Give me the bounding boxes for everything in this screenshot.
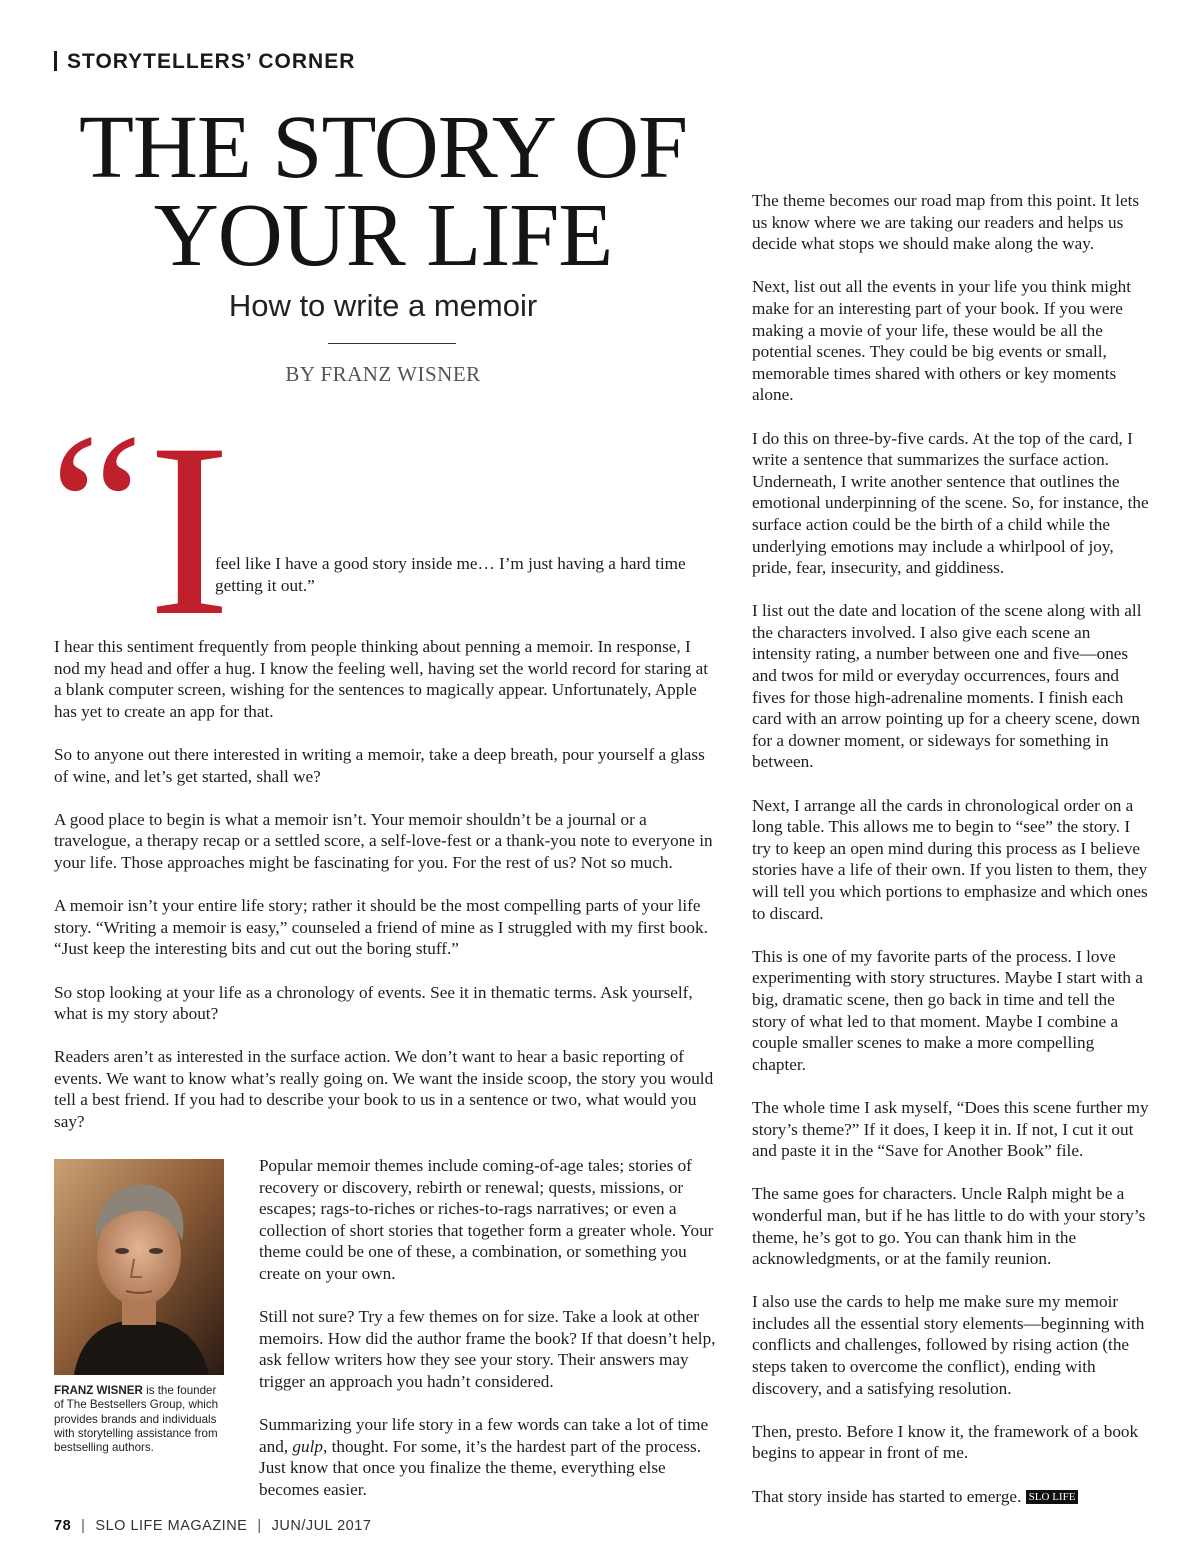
- author-photo: [54, 1159, 224, 1375]
- caption-name: FRANZ WISNER: [54, 1384, 143, 1397]
- paragraph: I hear this sentiment frequently from people thinking about penning a memoir. In response, I nod my head and offer a hug. I know the feeling well, having set the world record for staring at a blank computer screen, wishing for the sentences to magically appear. Unfortunately, Apple has yet to create an app for that.: [54, 637, 709, 721]
- main-column: [54, 636, 718, 1154]
- caption-text: is the founder of The Bestsellers Group, which provides brands and individuals with storytelling assistance from bestselling authors.: [54, 1384, 219, 1455]
- title-line-2: YOUR LIFE: [153, 186, 613, 285]
- final-paragraph: [752, 1486, 1152, 1508]
- final-line: That story inside has started to emerge.: [752, 1486, 1026, 1506]
- paragraph: Readers aren’t as interested in the surface action. We don’t want to hear a basic reporting of events. We want to know what’s really going on. We want the inside scoop, the story you would tell a best friend. If you had to describe your book to us in a sentence or two, what would you say?: [54, 1047, 714, 1132]
- inset-column: [259, 1155, 719, 1522]
- text-run: Summarizing your life story in a few words can take a lot of time and,: [259, 1415, 709, 1456]
- drop-cap: I: [148, 392, 231, 667]
- author-caption: [54, 1384, 229, 1455]
- paragraph: This is one of my favorite parts of the process. I love experimenting with story structures. Maybe I start with a big, dramatic scene, then go back in time and tell the story of what led to that moment. Maybe I combine a couple smaller scenes to make a more compelling chapter.: [752, 946, 1143, 1074]
- paragraph: I also use the cards to help me make sure my memoir includes all the essential story elements—beginning with conflicts and challenges, followed by rising action (the steps taken to overcome the conflict), ending with discovery, and a satisfying resolution.: [752, 1292, 1145, 1398]
- author-portrait-image: [54, 1159, 224, 1375]
- paragraph: So to anyone out there interested in writing a memoir, take a deep breath, pour yourself a glass of wine, and let’s get started, shall we?: [54, 744, 705, 786]
- footer-separator: |: [257, 1518, 262, 1534]
- paragraph: Next, list out all the events in your life you think might make for an interesting part of your book. If you were making a movie of your life, these would be all the potential scenes. They could be big events or small, memorable times shared with others or key moments alone.: [752, 277, 1132, 405]
- title-divider: [328, 343, 456, 344]
- section-bar: [54, 51, 57, 71]
- opening-quote: feel like I have a good story inside me… I’m just having a hard time getting it out.”: [215, 554, 686, 595]
- magazine-name: SLO LIFE MAGAZINE: [95, 1518, 248, 1534]
- paragraph: The whole time I ask myself, “Does this scene further my story’s theme?” If it does, I keep it in. If not, I cut it out and paste it in the “Save for Another Book” file.: [752, 1097, 1149, 1161]
- text-run: , thought. For some, it’s the hardest part of the process. Just know that once you finalize the theme, everything else becomes easier.: [259, 1436, 702, 1499]
- end-mark-logo: SLO LIFE: [1026, 1490, 1079, 1504]
- paragraph: Still not sure? Try a few themes on for size. Take a look at other memoirs. How did the author frame the book? If that doesn’t help, ask fellow writers how they see your story. Their answers may trigger an approach you hadn’t considered.: [259, 1307, 716, 1391]
- byline: BY FRANZ WISNER: [285, 362, 481, 386]
- emphasis-text: gulp: [292, 1436, 323, 1456]
- right-column: [752, 190, 1152, 1529]
- section-title: STORYTELLERS’ CORNER: [67, 50, 356, 73]
- paragraph: [259, 1414, 719, 1500]
- footer-separator: |: [81, 1518, 86, 1534]
- paragraph: A good place to begin is what a memoir isn’t. Your memoir shouldn’t be a journal or a travelogue, a therapy recap or a settled score, a self-love-fest or a thank-you note to everyone in your life. Those approaches might be fascinating for you. For the rest of us? Not so much.: [54, 809, 713, 872]
- paragraph: I list out the date and location of the scene along with all the characters involved. I also give each scene an intensity rating, a number between one and five—ones and twos for mild or everyday occurrences, fours and fives for those high-adrenaline moments. I finish each card with an arrow pointing up for a cheery scene, down for a downer moment, or sideways for something in between.: [752, 601, 1142, 772]
- paragraph: The same goes for characters. Uncle Ralph might be a wonderful man, but if he has little to do with your story’s theme, he’s got to go. You can thank him in the acknowledgments, or at the family reunion.: [752, 1184, 1146, 1269]
- paragraph: I do this on three-by-five cards. At the top of the card, I write a sentence that summarizes the surface action. Underneath, I write another sentence that outlines the emotional underpinning of the scene. So, for instance, the surface action could be the birth of a child while the underlying emotions may include a whirlpool of joy, pride, fear, insecurity, and giddiness.: [752, 428, 1149, 578]
- paragraph: Then, presto. Before I know it, the framework of a book begins to appear in front of me.: [752, 1421, 1139, 1463]
- page-footer: [54, 1518, 371, 1534]
- article-subtitle: How to write a memoir: [228, 288, 538, 323]
- paragraph: Popular memoir themes include coming-of-age tales; stories of recovery or discovery, rebirth or renewal; quests, missions, or escapes; rags-to-riches or riches-to-rags narratives; or even a collection of short stories that together form a greater whole. Your theme could be one of these, a combination, or something you create on your own.: [259, 1156, 714, 1283]
- paragraph: Next, I arrange all the cards in chronological order on a long table. This allows me to begin to “see” the story. I try to keep an open mind during this process as I believe stories have a life of their own. If you listen to them, they will tell you which portions to emphasize and which ones to discard.: [752, 795, 1148, 923]
- issue-date: JUN/JUL 2017: [271, 1518, 372, 1534]
- paragraph: A memoir isn’t your entire life story; rather it should be the most compelling parts of your life story. “Writing a memoir is easy,” counseled a friend of mine as I struggled with my first book. “Just keep the interesting bits and cut out the boring stuff.”: [54, 896, 708, 959]
- article-title: [30, 98, 736, 285]
- paragraph: The theme becomes our road map from this point. It lets us know where we are taking our readers and helps us decide what stops we should make along the way.: [752, 191, 1140, 254]
- paragraph: So stop looking at your life as a chronology of events. See it in thematic terms. Ask yourself, what is my story about?: [54, 982, 693, 1024]
- section-label: [54, 50, 355, 74]
- title-line-1: THE STORY OF: [78, 98, 688, 197]
- opening-quote-mark: “: [50, 391, 144, 623]
- page-number: 78: [54, 1518, 72, 1534]
